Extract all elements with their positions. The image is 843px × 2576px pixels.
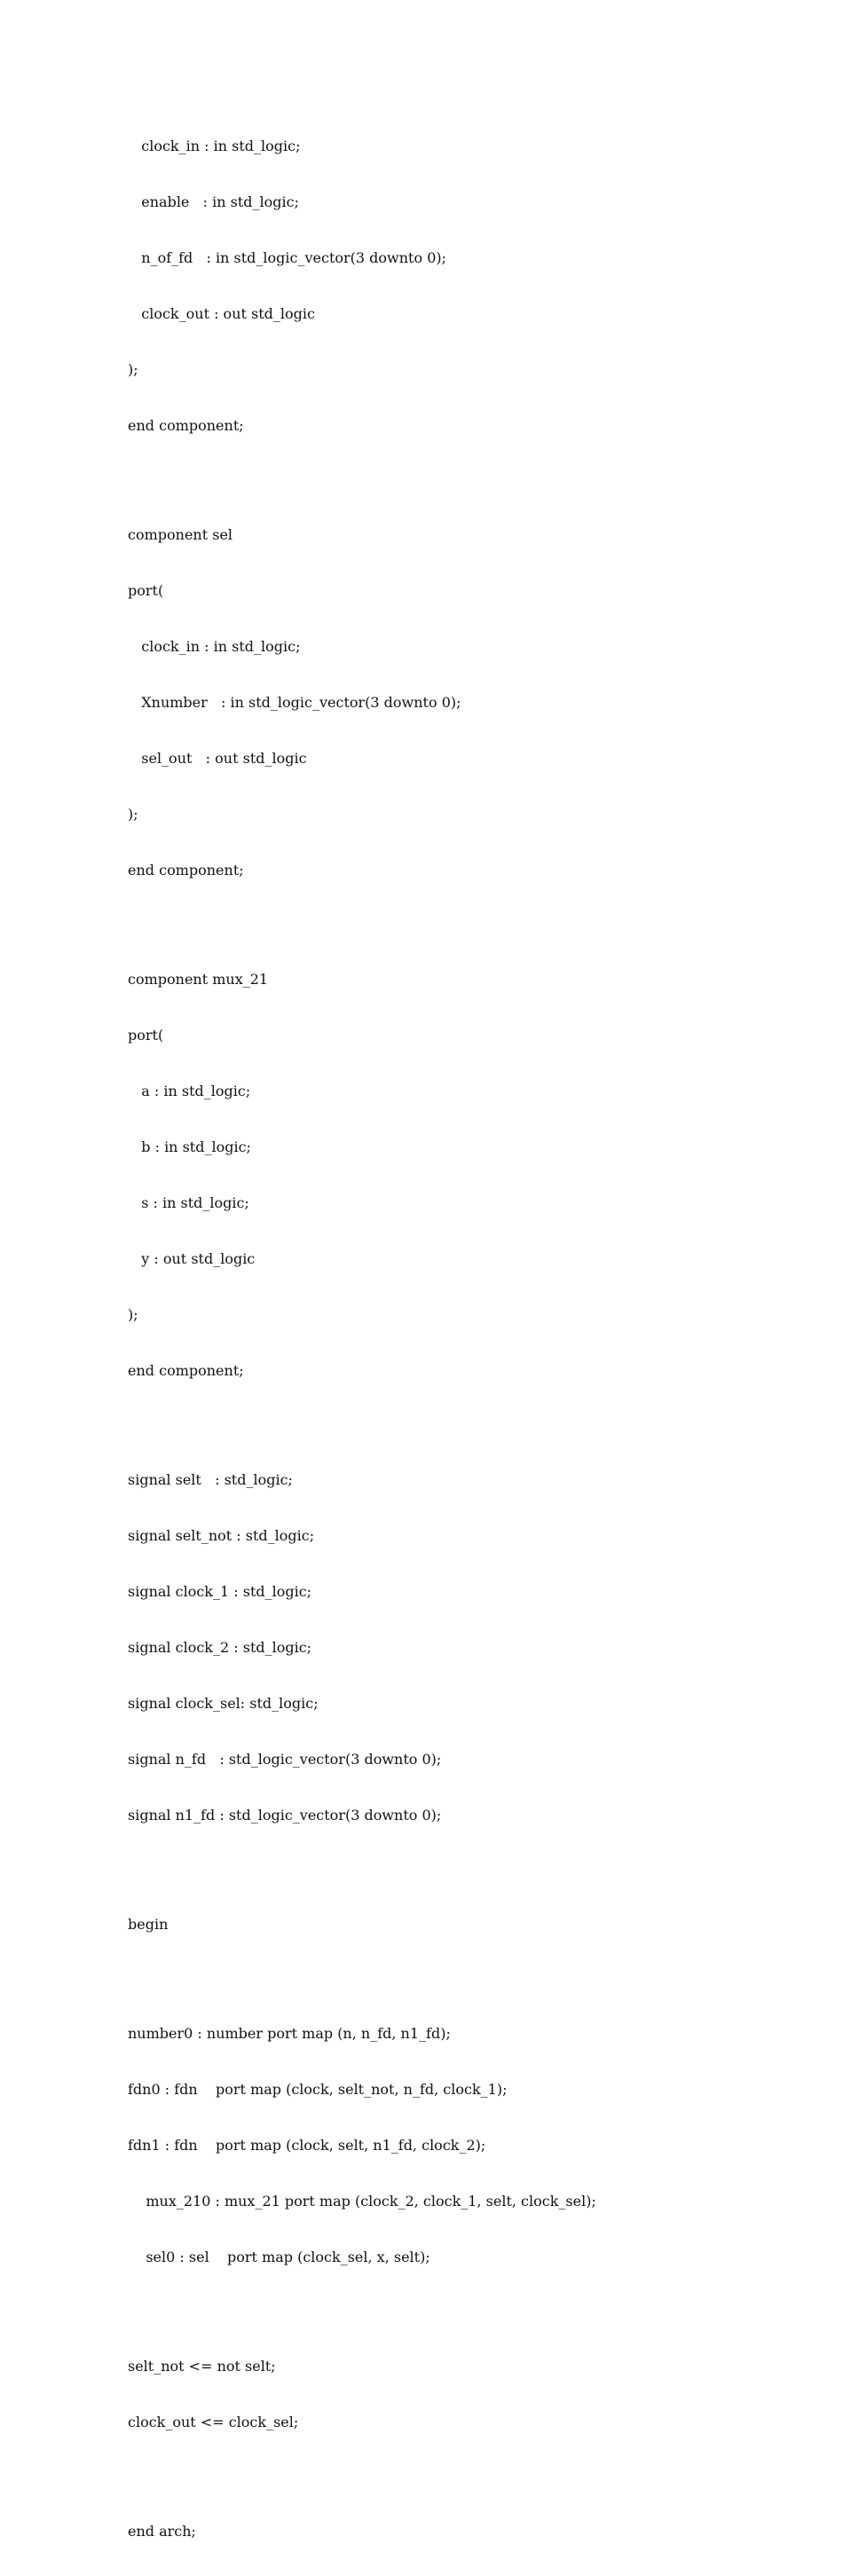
code-line: end component; [128,1362,244,1379]
code-line: port( [128,1027,164,1044]
code-line: signal n_fd : std_logic_vector(3 downto 0); [128,1751,442,1768]
code-line: sel_out : out std_logic [128,750,307,767]
code-line: sel0 : sel port map (clock_sel, x, selt); [128,2249,430,2265]
code-line: begin [128,1916,169,1933]
blank-line [128,2302,596,2321]
blank-line [128,915,596,934]
blank-line [128,1415,596,1435]
code-line: number0 : number port map (n, n_fd, n1_fd); [128,2025,451,2042]
code-line: signal n1_fd : std_logic_vector(3 downto 0); [128,1807,442,1824]
code-line: enable : in std_logic; [128,193,299,210]
code-line: y : out std_logic [128,1250,256,1267]
code-line: clock_in : in std_logic; [128,638,301,655]
code-line: end component; [128,862,244,878]
code-line: ); [128,1306,138,1323]
code-line: port( [128,582,164,599]
code-line: end component; [128,417,244,434]
code-line: clock_out : out std_logic [128,305,315,322]
blank-line [128,2467,596,2486]
code-line: end arch; [128,2523,196,2540]
code-line: a : in std_logic; [128,1083,251,1099]
code-line: ); [128,361,138,378]
blank-line [128,470,596,490]
code-line: clock_out <= clock_sel; [128,2414,299,2430]
code-line: clock_in : in std_logic; [128,138,301,154]
code-line: selt_not <= not selt; [128,2358,276,2375]
code-listing [128,101,596,2576]
code-line: fdn0 : fdn port map (clock, selt_not, n_fd, clock_1); [128,2081,508,2098]
code-line: Xnumber : in std_logic_vector(3 downto 0); [128,694,461,711]
code-line: n_of_fd : in std_logic_vector(3 downto 0); [128,249,446,266]
code-line: mux_210 : mux_21 port map (clock_2, clock_1, selt, clock_sel); [128,2193,596,2210]
code-line: s : in std_logic; [128,1194,249,1211]
code-line: signal clock_1 : std_logic; [128,1583,312,1600]
code-line: component mux_21 [128,971,269,988]
blank-line [128,1860,596,1879]
blank-line [128,1969,596,1989]
code-line: signal selt_not : std_logic; [128,1527,315,1544]
code-line: signal clock_sel: std_logic; [128,1695,319,1712]
code-line: ); [128,806,138,823]
code-line: component sel [128,526,233,543]
code-line: fdn1 : fdn port map (clock, selt, n1_fd, clock_2); [128,2137,486,2154]
code-line: signal clock_2 : std_logic; [128,1639,312,1656]
code-line: b : in std_logic; [128,1138,251,1155]
code-line: signal selt : std_logic; [128,1471,293,1488]
